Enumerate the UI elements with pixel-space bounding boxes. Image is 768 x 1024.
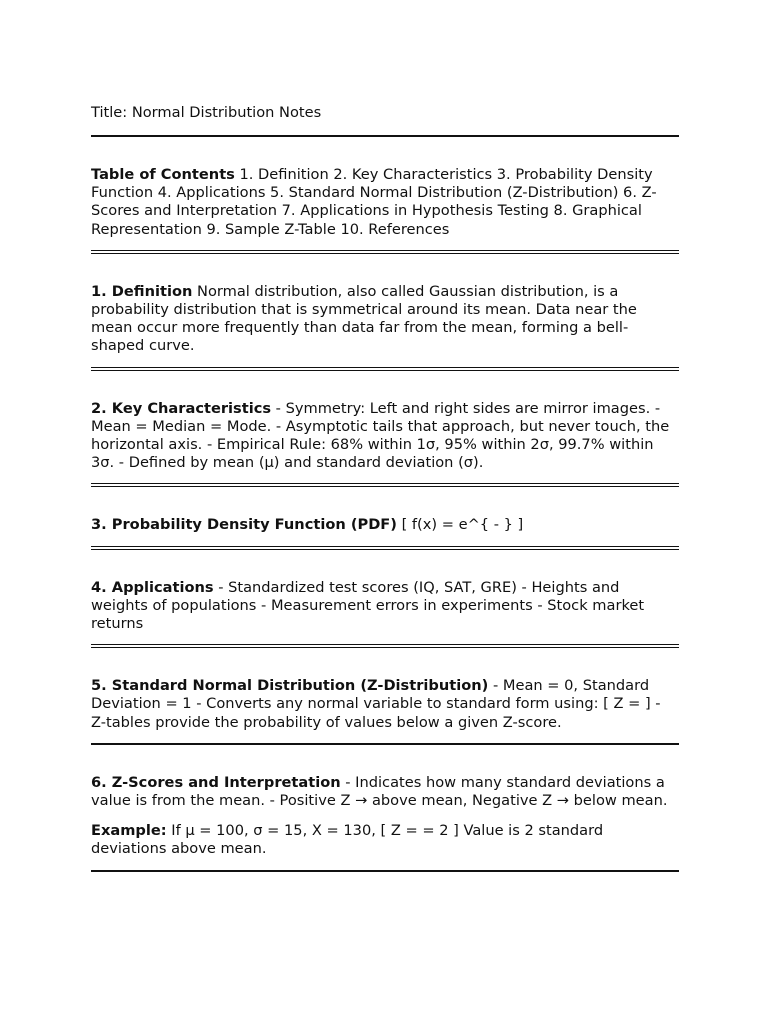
example-label: Example: [91,822,167,840]
document-page [91,104,679,872]
z-score-example [91,822,679,858]
section-text: [ f(x) = e^{ - } ] [396,516,524,534]
example-text: If μ = 100, σ = 15, X = 130, [ Z = = 2 ] Value is 2 standard deviations above mean. [91,822,604,858]
section-pdf [91,516,679,534]
document-title: Title: Normal Distribution Notes [91,104,322,121]
section-text: - Symmetry: Left and right sides are mirror images. - Mean = Median = Mode. - Asymptotic tails that approach, but never touch, the horizontal axis. - Empirical Rule: 68% within 1σ, 95% within 2σ, 99.7% within 3σ. - Defined by mean (μ) and standard deviation (σ). [91,399,670,472]
section-label: Table of Contents [91,166,235,183]
section-definition [91,283,679,356]
section-label: 4. Applications [91,578,214,596]
divider-z-scores [91,870,679,872]
section-text: 1. Definition 2. Key Characteristics 3. Probability Density Function 4. Applications 5. Standard Normal Distribution (Z-Distribution) 6. Z-Scores and Interpretation 7. Applications in Hypothesis Testing 8. Graphical Representation 9. Sample Z-Table 10. References [91,166,657,238]
section-applications [91,579,679,634]
section-text: Normal distribution, also called Gaussian distribution, is a probability distribution that is symmetrical around its mean. Data near the mean occur more frequently than data far from the mean, forming a bell-shaped curve. [91,282,637,355]
section-text: - Standardized test scores (IQ, SAT, GRE) - Heights and weights of populations - Measurement errors in experiments - Stock market returns [91,578,645,633]
section-text: - Mean = 0, Standard Deviation = 1 - Converts any normal variable to standard form using: [ Z = ] - Z-tables provide the probability of values below a given Z-score. [91,677,661,731]
section-label: 5. Standard Normal Distribution (Z-Distribution) [91,677,489,695]
section-label: 1. Definition [91,282,193,300]
section-z-scores [91,774,679,810]
section-label: 3. Probability Density Function (PDF) [91,516,397,534]
section-text: - Indicates how many standard deviations a value is from the mean. - Positive Z → above mean, Negative Z → below mean. [91,773,668,810]
section-label: 2. Key Characteristics [91,399,272,417]
section-table-of-contents [91,166,679,239]
section-label: 6. Z-Scores and Interpretation [91,773,341,791]
section-key-characteristics [91,400,679,473]
section-standard-normal [91,677,679,732]
